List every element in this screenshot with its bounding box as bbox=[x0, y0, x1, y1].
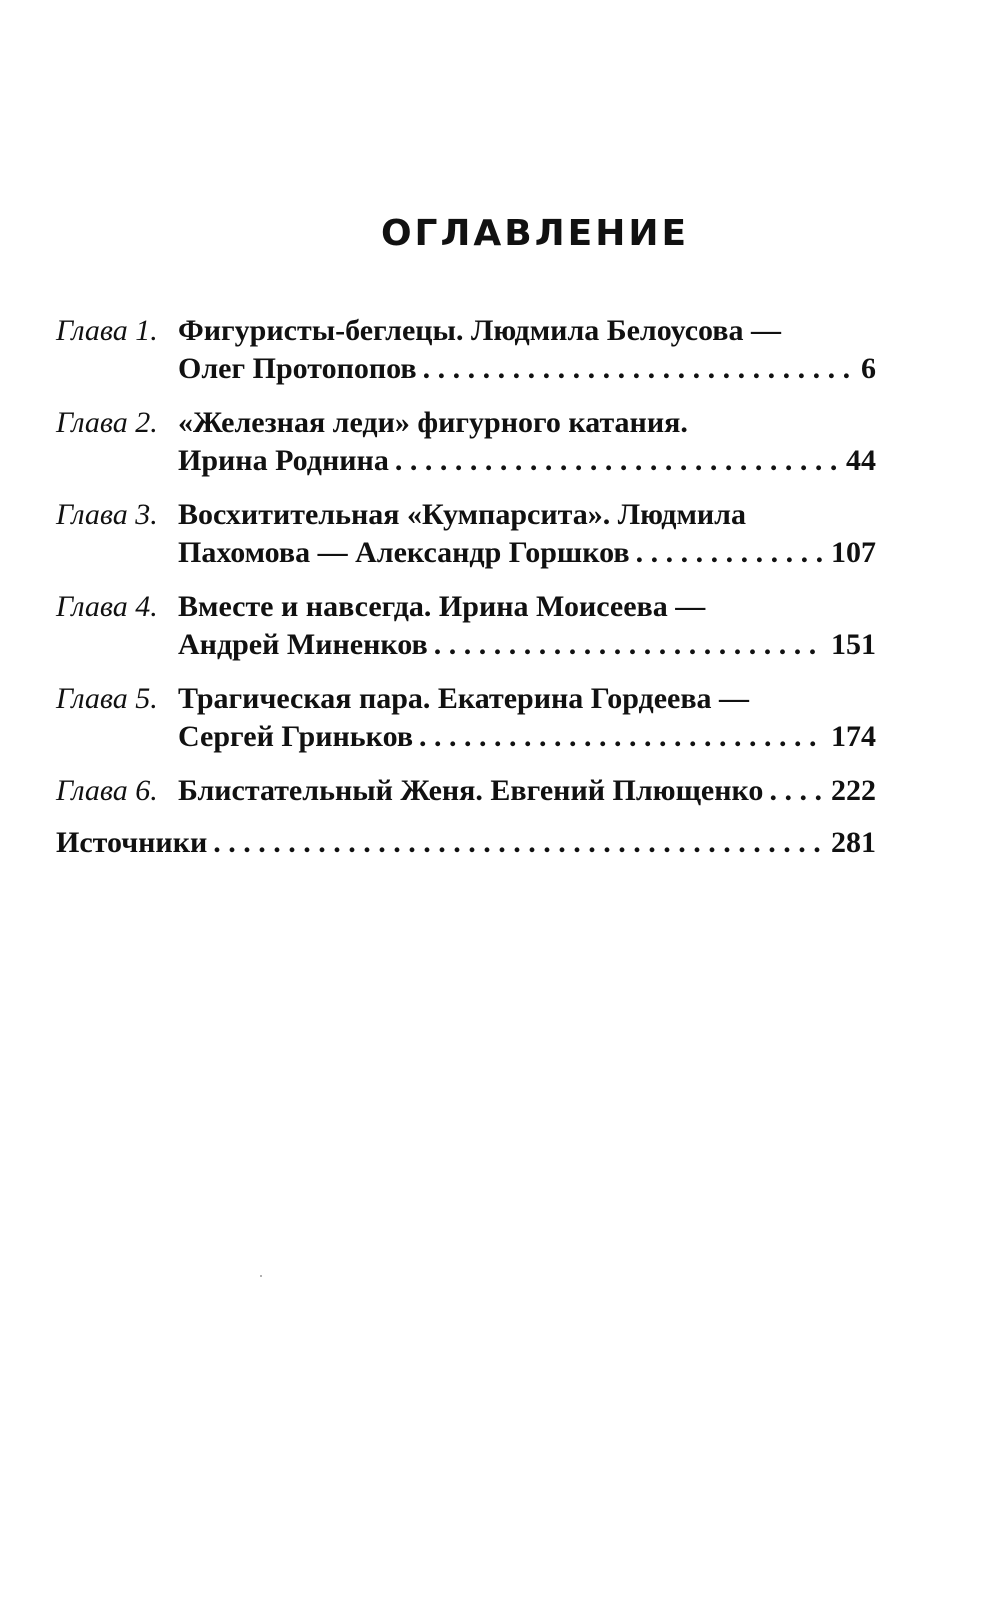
toc-entry-sources[interactable] bbox=[56, 824, 876, 862]
page-number: 151 bbox=[831, 628, 876, 661]
chapter-label: Глава 1. bbox=[56, 314, 158, 347]
dot-leader bbox=[769, 772, 825, 810]
chapter-title-line-2 bbox=[178, 718, 876, 756]
page-number: 222 bbox=[831, 774, 876, 807]
page-number: 281 bbox=[831, 826, 876, 859]
page-number: 44 bbox=[846, 444, 876, 477]
page-number: 6 bbox=[861, 352, 876, 385]
dot-leader bbox=[395, 442, 840, 480]
chapter-label: Глава 2. bbox=[56, 406, 158, 439]
page-number: 107 bbox=[831, 536, 876, 569]
toc-entry-chapter-3[interactable] bbox=[56, 496, 876, 572]
chapter-title-line-2 bbox=[178, 534, 876, 572]
chapter-title-line-1: Фигуристы-беглецы. Людмила Белоусова — bbox=[178, 314, 781, 347]
page-title: ОГЛАВЛЕНИЕ bbox=[380, 213, 690, 254]
dot-leader bbox=[419, 718, 825, 756]
chapter-title-end: Ирина Роднина bbox=[178, 444, 389, 477]
sources-label: Источники bbox=[56, 826, 208, 859]
chapter-title-end: Андрей Миненков bbox=[178, 628, 428, 661]
dot-leader bbox=[636, 534, 825, 572]
chapter-title-line-2 bbox=[178, 442, 876, 480]
chapter-title-end: Пахомова — Александр Горшков bbox=[178, 536, 630, 569]
chapter-label: Глава 4. bbox=[56, 590, 158, 623]
chapter-title-line-1 bbox=[178, 772, 876, 810]
toc-entry-chapter-4[interactable] bbox=[56, 588, 876, 664]
chapter-label: Глава 6. bbox=[56, 774, 158, 807]
chapter-label: Глава 5. bbox=[56, 682, 158, 715]
toc-entry-chapter-5[interactable] bbox=[56, 680, 876, 756]
chapter-title-line-1: «Железная леди» фигурного катания. bbox=[178, 406, 688, 439]
sources-line bbox=[56, 824, 876, 862]
chapter-title-end: Олег Протопопов bbox=[178, 352, 417, 385]
dot-leader bbox=[423, 350, 855, 388]
scan-speck bbox=[260, 1275, 262, 1277]
chapter-title-line-2 bbox=[178, 626, 876, 664]
chapter-title-line-1: Трагическая пара. Екатерина Гордеева — bbox=[178, 682, 750, 715]
chapter-title-line-2 bbox=[178, 350, 876, 388]
table-of-contents bbox=[56, 312, 876, 862]
chapter-title-end: Сергей Гриньков bbox=[178, 720, 414, 753]
chapter-title-end: Блистательный Женя. Евгений Плющенко bbox=[178, 774, 764, 807]
chapter-label: Глава 3. bbox=[56, 498, 158, 531]
page-number: 174 bbox=[831, 720, 876, 753]
toc-entry-chapter-6[interactable] bbox=[56, 772, 876, 810]
chapter-title-line-1: Восхитительная «Кумпарсита». Людмила bbox=[178, 498, 747, 531]
chapter-title-line-1: Вместе и навсегда. Ирина Моисеева — bbox=[178, 590, 706, 623]
toc-entry-chapter-2[interactable] bbox=[56, 404, 876, 480]
dot-leader bbox=[213, 824, 825, 862]
dot-leader bbox=[434, 626, 825, 664]
toc-entry-chapter-1[interactable] bbox=[56, 312, 876, 388]
